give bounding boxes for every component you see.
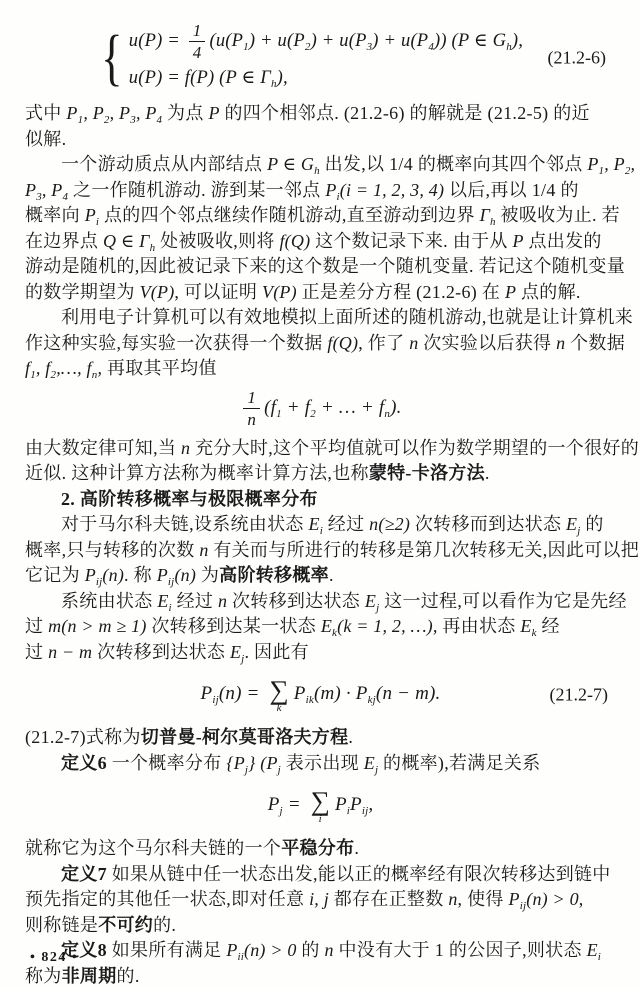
body-text: . 因此有 xyxy=(244,641,309,662)
math-subscript: 4 xyxy=(428,40,435,53)
body-text: . xyxy=(348,727,354,747)
text-line xyxy=(25,913,616,939)
body-text: 都存在正整数 xyxy=(328,889,449,909)
math-text: u(P) = xyxy=(128,30,185,51)
fraction-denominator xyxy=(193,42,202,61)
summation-index: k xyxy=(276,701,282,714)
fraction-numerator xyxy=(243,389,260,409)
math-text: $E_k$ xyxy=(520,616,537,639)
math-subscript: j xyxy=(374,763,379,776)
math-text: $E_j$ xyxy=(363,752,379,776)
math-text: 4 xyxy=(192,43,202,62)
fraction xyxy=(189,22,206,61)
fraction-denominator xyxy=(247,409,256,428)
math-text: P xyxy=(208,103,220,123)
body-text: 的概率),若满足关系 xyxy=(378,752,541,773)
math-subscript: ik xyxy=(305,694,314,707)
bold-term: 非周期 xyxy=(61,965,117,986)
math-text: V(P) xyxy=(262,281,297,302)
body-text: , 使得 xyxy=(457,889,509,909)
cases-line xyxy=(129,63,523,93)
math-subscript: n xyxy=(384,407,391,420)
math-text: $P_j$ = xyxy=(267,794,306,818)
math-subscript: ij xyxy=(167,576,175,588)
math-subscript: j xyxy=(376,601,380,614)
math-text: u(P) = f(P) (P ∈ $\Gamma_h$), xyxy=(128,68,288,90)
bold-term: 切普曼-柯尔莫哥洛夫方程 xyxy=(140,727,349,747)
body-text: 它记为 xyxy=(25,565,85,585)
body-text: 经过 xyxy=(322,514,370,534)
math-text: n xyxy=(247,410,257,429)
body-text: 中没有大于 1 的公因子,则状态 xyxy=(333,940,587,960)
text-line xyxy=(25,751,616,777)
body-text: 这一过程,可以看作为它是先经 xyxy=(379,590,627,611)
math-text: $f_1$, $f_2,\dots$, $f_n$, xyxy=(25,358,103,381)
math-text: 1 xyxy=(247,388,257,407)
section-heading xyxy=(25,487,616,513)
bold-term: 不可约 xyxy=(98,914,154,935)
math-subscript: 4 xyxy=(156,114,163,126)
text-line xyxy=(25,589,627,615)
math-subscript: n xyxy=(91,369,98,381)
body-text: 的. xyxy=(153,914,177,935)
body-text: 就称它为这个马尔科夫链的一个 xyxy=(25,838,282,858)
math-subscript: h xyxy=(490,216,496,228)
math-text: P xyxy=(512,230,524,251)
math-text: Q ∈ $\Gamma_h$ xyxy=(103,230,156,254)
math-subscript: i xyxy=(597,951,602,963)
body-text: 以后,再以 1/4 的 xyxy=(444,179,579,200)
math-text: V(P) xyxy=(139,281,175,302)
math-subscript: ij xyxy=(212,694,219,707)
math-subscript: 1 xyxy=(598,165,605,177)
math-subscript: i xyxy=(336,190,340,203)
math-text: $P_i(i = 1$, 2, 3, 4) xyxy=(325,179,445,203)
math-text: $P_1$, $P_2$, xyxy=(587,154,636,177)
math-subscript: h xyxy=(149,241,156,254)
math-text: i, j xyxy=(309,889,329,909)
text-line xyxy=(25,461,616,487)
math-subscript: i xyxy=(346,805,351,818)
body-text: 个数据 xyxy=(565,332,626,353)
bold-term: 定义8 xyxy=(61,940,107,960)
text-line xyxy=(25,436,640,462)
equation-number: (21.2-6) xyxy=(547,47,606,67)
math-text: P ∈ $G_h$ xyxy=(267,154,320,177)
text-line xyxy=(25,305,634,331)
equation-expression xyxy=(239,389,401,428)
text-line xyxy=(25,254,625,280)
text-line xyxy=(25,887,616,913)
summation-symbol xyxy=(310,785,330,825)
bold-term: 2. 高阶转移概率与极限概率分布 xyxy=(61,488,318,509)
body-text: 正是差分方程 (21.2-6) 在 xyxy=(296,281,505,302)
body-text: 再取其平均值 xyxy=(102,358,217,378)
equation-expression xyxy=(267,785,374,825)
math-subscript: 3 xyxy=(366,40,373,53)
math-subscript: j xyxy=(241,652,245,665)
body-text: 再由状态 xyxy=(437,616,521,636)
math-text: m(n > m ≥ 1) xyxy=(48,616,147,636)
math-text: $\Gamma_h$ xyxy=(479,205,496,228)
math-subscript: h xyxy=(506,40,512,53)
math-text: P xyxy=(504,281,517,302)
body-text: 一个概率分布 xyxy=(106,752,227,773)
math-subscript: 1 xyxy=(276,407,282,420)
text-line xyxy=(25,964,616,988)
math-subscript: i xyxy=(168,601,172,614)
body-text: . xyxy=(354,838,360,858)
math-subscript: 1 xyxy=(30,369,36,381)
bold-term: 平稳分布 xyxy=(281,838,355,858)
body-text: 概率,只与转移的次数 xyxy=(25,539,200,560)
body-text: 点的解. xyxy=(516,281,581,302)
left-brace-glyph: { xyxy=(101,23,123,92)
math-text: f(Q) xyxy=(327,332,359,353)
fraction xyxy=(243,389,260,428)
math-subscript: 1 xyxy=(77,114,84,126)
math-subscript: 4 xyxy=(62,190,69,203)
math-subscript: j xyxy=(279,805,283,818)
fraction-numerator xyxy=(189,22,206,42)
math-text: n xyxy=(181,437,191,458)
text-line xyxy=(25,127,616,153)
math-text: $P_{ii}(n) > 0$ xyxy=(226,940,297,963)
text-line xyxy=(25,563,616,589)
math-text: n xyxy=(409,332,419,353)
text-line xyxy=(25,229,616,255)
body-text: 对于马尔科夫链,设系统由状态 xyxy=(61,514,309,534)
body-text: 预先指定的其他任一状态,即对任意 xyxy=(25,889,310,909)
body-text: 被吸收为止. 若 xyxy=(495,205,620,225)
body-text: 过 xyxy=(25,616,49,636)
body-text: 一个游动质点从内部结点 xyxy=(61,154,268,174)
body-text: 系统由状态 xyxy=(61,590,158,611)
math-text: $\{P_j\}$ ($P_j$ xyxy=(226,752,281,776)
body-text: . 称 xyxy=(124,565,157,585)
text-line xyxy=(25,836,616,862)
body-text: 在边界点 xyxy=(25,230,103,251)
page-content xyxy=(25,21,640,988)
body-text: 似解. xyxy=(25,128,67,149)
body-text: , xyxy=(578,889,584,909)
math-text: $P_1$, $P_2$, $P_3$, $P_4$ xyxy=(66,103,163,126)
math-text: $(u(P_1) + u(P_2) + u(P_3) + u(P_4))$ (P ∈ $G_h$), xyxy=(209,30,524,53)
body-text: , 可以证明 xyxy=(174,281,262,302)
math-text: f(Q) xyxy=(279,230,311,251)
math-text: $E_k(k = 1$, 2, …), xyxy=(320,616,438,639)
body-text: , 作了 xyxy=(358,332,410,353)
math-text: $P_{ik}(m) \cdot P_{kj}(n - m)$. xyxy=(293,683,441,707)
body-text: 经过 xyxy=(171,590,218,611)
body-text: 处被吸收,则将 xyxy=(155,230,280,251)
body-text: 的. xyxy=(116,965,140,986)
math-text: $P_3$, $P_4$ xyxy=(25,179,69,203)
math-text: $P_{ij}(n)$ = xyxy=(200,683,265,707)
math-subscript: 2 xyxy=(103,114,110,126)
text-line xyxy=(25,938,616,964)
body-text: 这个数记录下来. 由于从 xyxy=(310,230,513,251)
math-text: 1 xyxy=(192,21,202,40)
math-text: ($f_1 + f_2$ + … + $f_n$). xyxy=(264,396,402,420)
body-text: 的四个相邻点. (21.2-6) 的解就是 (21.2-5) 的近 xyxy=(219,103,590,123)
body-text: 式中 xyxy=(25,103,67,123)
body-text: 次实验以后获得 xyxy=(418,332,557,353)
body-text: 利用电子计算机可以有效地模拟上面所述的随机游动,也就是让计算机来 xyxy=(61,307,634,327)
sigma-glyph: ∑ xyxy=(269,674,289,705)
summation-symbol xyxy=(269,674,289,714)
math-subscript: k xyxy=(332,627,338,639)
math-subscript: ij xyxy=(95,576,103,588)
bold-term: 定义7 xyxy=(61,863,107,884)
math-subscript: 1 xyxy=(243,40,249,53)
display-equation xyxy=(25,779,616,833)
text-line xyxy=(25,614,616,640)
text-line xyxy=(25,152,636,178)
math-subscript: ij xyxy=(361,805,369,818)
math-subscript: i xyxy=(95,216,100,228)
body-text: 次转移到达状态 xyxy=(227,590,365,611)
body-text: 次转移到达某一状态 xyxy=(146,616,321,636)
body-text: 过 xyxy=(25,641,49,662)
body-text: 次转移而到达状态 xyxy=(410,514,567,534)
bold-term: 蒙特-卡洛方法 xyxy=(368,463,485,483)
cases-equation xyxy=(25,22,616,93)
body-text: 之一作随机游动. 游到某一邻点 xyxy=(68,179,326,200)
text-line xyxy=(25,331,626,357)
math-subscript: 2 xyxy=(310,407,316,420)
math-text: $E_j$ xyxy=(566,514,581,537)
math-text: n − m xyxy=(48,641,93,662)
body-text: 充分大时,这个平均值就可以作为数学期望的一个很好的 xyxy=(190,437,640,458)
equation-number: (21.2-7) xyxy=(549,684,608,705)
text-line xyxy=(25,512,616,538)
math-subscript: j xyxy=(577,525,581,537)
math-text: $E_j$ xyxy=(364,590,380,614)
math-text: $P_{ij}(n)$ xyxy=(156,565,197,588)
body-text: 表示出现 xyxy=(280,752,364,773)
cases-lines xyxy=(129,22,523,93)
math-text: n(≥2) xyxy=(369,514,411,534)
bold-term: 高阶转移概率 xyxy=(219,565,329,585)
sigma-glyph: ∑ xyxy=(310,785,330,816)
body-text: 出发,以 1/4 的概率向其四个邻点 xyxy=(319,154,588,174)
math-subscript: h xyxy=(270,78,277,90)
body-text: 游动是随机的,因此被记录下来的这个数是一个随机变量. 若记这个随机变量 xyxy=(25,256,625,276)
body-text: 的 xyxy=(296,940,325,960)
text-line xyxy=(25,178,616,204)
body-text: 经 xyxy=(536,616,560,636)
body-text: 的 xyxy=(580,514,604,534)
math-text: $E_i$ xyxy=(308,514,323,537)
math-subscript: i xyxy=(319,525,323,537)
body-text: 为 xyxy=(196,565,220,585)
math-subscript: j xyxy=(244,763,249,776)
math-text: $E_j$ xyxy=(229,641,245,665)
math-subscript: 2 xyxy=(304,40,311,53)
body-text: . xyxy=(484,463,490,483)
summation-index: i xyxy=(318,812,322,825)
text-line xyxy=(25,640,616,666)
body-text: 如果从链中任一状态出发,能以正的概率经有限次转移达到链中 xyxy=(106,863,611,884)
body-text: 点出发的 xyxy=(523,230,602,251)
math-text: n xyxy=(556,332,566,353)
math-text: n xyxy=(324,940,334,960)
math-subscript: ij xyxy=(519,900,527,912)
math-subscript: k xyxy=(531,627,537,639)
math-subscript: 2 xyxy=(624,165,631,177)
body-text: . xyxy=(328,565,334,585)
math-subscript: j xyxy=(277,763,281,776)
text-line xyxy=(25,280,616,306)
math-text: $E_i$ xyxy=(157,590,172,614)
math-text: $P_{ij}(n)$ xyxy=(84,565,125,588)
math-text: n xyxy=(217,590,228,611)
math-text: $P_iP_{ij}$, xyxy=(334,794,374,818)
text-line xyxy=(25,203,620,229)
math-subscript: ii xyxy=(237,951,245,963)
text-line xyxy=(25,101,616,127)
display-equation xyxy=(25,385,616,433)
body-text: 有关而与所进行的转移是第几次转移无关,因此可以把 xyxy=(208,539,640,560)
page-number: • 824 • xyxy=(30,950,79,965)
body-text: 的数学期望为 xyxy=(25,281,140,302)
math-subscript: 3 xyxy=(130,114,136,126)
display-equation xyxy=(25,668,616,722)
math-text: n xyxy=(199,539,209,560)
text-line xyxy=(25,356,616,382)
math-text: n xyxy=(448,889,458,909)
math-text: $P_{ij}(n) > 0$ xyxy=(508,889,579,912)
bold-term: 定义6 xyxy=(61,752,107,773)
body-text: (21.2-7)式称为 xyxy=(25,727,141,747)
equation-expression xyxy=(200,674,441,714)
body-text: 则称链是 xyxy=(25,914,99,935)
math-text: $E_i$ xyxy=(586,940,602,963)
body-text: 近似. 这种计算方法称为概率计算方法,也称 xyxy=(25,463,369,483)
body-text: 称为 xyxy=(25,965,62,986)
body-text: 次转移到达状态 xyxy=(92,641,230,662)
math-subscript: 2 xyxy=(50,369,57,381)
text-line xyxy=(25,862,616,888)
math-text: $P_i$ xyxy=(84,205,100,228)
body-text: 如果所有满足 xyxy=(106,940,227,960)
cases-line xyxy=(129,22,523,61)
text-line xyxy=(25,725,616,751)
math-subscript: kj xyxy=(367,694,376,707)
body-text: 由大数定律可知,当 xyxy=(25,437,181,458)
body-text: 概率向 xyxy=(25,205,85,225)
math-subscript: h xyxy=(314,165,320,177)
text-line xyxy=(25,538,640,564)
body-text: 为点 xyxy=(162,103,209,123)
body-text: 作这种实验,每实验一次获得一个数据 xyxy=(25,332,328,353)
body-text: 点的四个邻点继续作随机游动,直至游动到边界 xyxy=(99,205,480,225)
math-subscript: 3 xyxy=(36,190,42,203)
